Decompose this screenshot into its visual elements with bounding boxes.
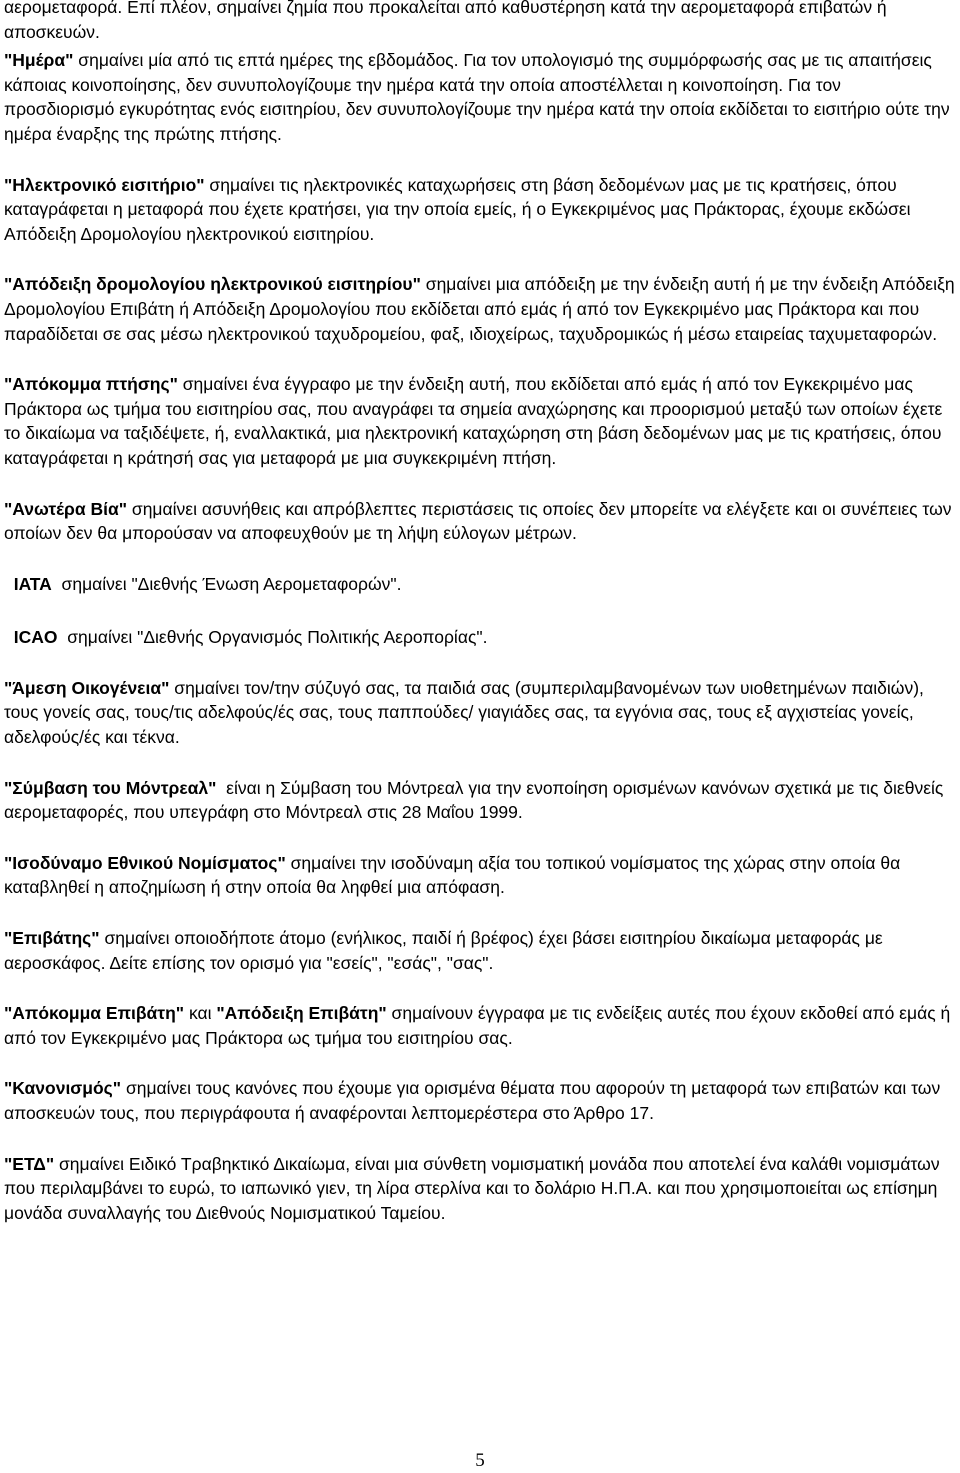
definition-text: σημαίνει ασυνήθεις και απρόβλεπτες περιστάσεις τις οποίες δεν μπορείτε να ελέγξετε και οι συνέπειες των οποίων δεν θα μπορούσαν να αποφευχθούν με τη λήψη εύλογων μέτρων.: [4, 498, 952, 544]
paragraph-text: αερομεταφορά. Επί πλέον, σημαίνει ζημία που προκαλείται από καθυστέρηση κατά την αερομεταφορά επιβατών ή αποσκευών.: [4, 0, 887, 42]
definition-term: "ΕΤΔ": [4, 1153, 55, 1174]
definition-montreal-convention: [4, 776, 956, 825]
definition-iata: [4, 572, 956, 597]
definition-term: ICAO: [4, 627, 58, 648]
definition-text: σημαίνουν έγγραφα με τις ενδείξεις αυτές που έχουν εκδοθεί από εμάς ή από τον Εγκεκριμένο μας Πράκτορα ως τμήμα του εισιτηρίου σας.: [4, 1003, 951, 1048]
definition-text: σημαίνει ένα έγγραφο με την ένδειξη αυτή, που εκδίδεται από εμάς ή από τον Εγκεκριμένο μας Πράκτορα ως τμήμα του εισιτηρίου σας, που αναγράφει τα σημεία αναχώρησης και προορισμού μεταξύ των οποίων έχετε το δικαίωμα να ταξιδέψετε, ή, εναλλακτικά, μια ηλεκτρονική καταχώρηση στη βάση δεδομένων μας με τις κρατήσεις, όπου καταγράφεται η κράτησή σας για μεταφορά με μια συγκεκριμένη πτήση.: [4, 374, 943, 468]
paragraph-continuation: [4, 0, 956, 44]
definition-immediate-family: [4, 676, 956, 750]
definition-text: είναι η Σύμβαση του Μόντρεαλ για την ενοποίηση ορισμένων κανόνων σχετικά με τις διεθνείς αερομεταφορές, που υπεγράφη στο Μόντρεαλ στις 28 Μαΐου 1999.: [4, 777, 949, 823]
definition-local-currency-equivalent: [4, 851, 956, 900]
definition-term: "Επιβάτης": [4, 928, 100, 949]
definition-day: [4, 48, 956, 146]
definition-flight-coupon: [4, 372, 956, 470]
definition-text: σημαίνει "Διεθνής Ένωση Αερομεταφορών".: [51, 573, 402, 594]
definition-term: "Απόκομμα Επιβάτη": [4, 1003, 185, 1024]
definition-passenger-coupon: [4, 1001, 956, 1050]
definition-text: σημαίνει την ισοδύναμη αξία του τοπικού νομίσματος της χώρας στην οποία θα καταβληθεί η αποζημίωση ή στην οποία θα ληφθεί μια απόφαση.: [4, 852, 901, 898]
definition-text: σημαίνει οποιοδήποτε άτομο (ενήλικος, παιδί ή βρέφος) έχει βάσει εισιτηρίου δικαίωμα μεταφοράς με αεροσκάφος. Δείτε επίσης τον ορισμό για "εσείς", "εσάς", "σας".: [4, 928, 883, 973]
document-body: [4, 0, 956, 1225]
definition-force-majeure: [4, 497, 956, 546]
definition-term: "Ανωτέρα Βία": [4, 498, 128, 519]
definition-term: "Κανονισμός": [4, 1078, 122, 1099]
definition-term: "Σύμβαση του Μόντρεαλ": [4, 777, 217, 798]
definition-term: ΙΑΤΑ: [4, 573, 52, 594]
definition-icao: [4, 625, 956, 650]
definition-term: "Ηλεκτρονικό εισιτήριο": [4, 174, 205, 195]
definition-text: σημαίνει μία από τις επτά ημέρες της εβδομάδος. Για τον υπολογισμό της συμμόρφωσής σας με τις απαιτήσεις κάποιας κοινοποίησης, δεν συνυπολογίζουμε την ημέρα κατά την οποία αποστέλλεται η κοινοποίηση. Για τον προσδιορισμό εγκυρότητας ενός εισιτηρίου, δεν συνυπολογίζουμε την ημέρα κατά την οποία εκδίδεται το εισιτήριο ούτε την ημέρα έναρξης της πρώτης πτήσης.: [4, 50, 950, 144]
definition-text: σημαίνει μια απόδειξη με την ένδειξη αυτή ή με την ένδειξη Απόδειξη Δρομολογίου Επιβάτη ή Απόδειξη Δρομολογίου που εκδίδεται από εμάς ή από τον Εγκεκριμένο μας Πράκτορα και που παραδίδεται σε σας μέσω ηλεκτρονικού ταχυδρομείου, φαξ, ιδιοχείρως, ταχυδρομικώς ή μέσω εταιρείας ταχυμεταφορών.: [4, 274, 955, 344]
definition-text: σημαίνει Ειδικό Τραβηκτικό Δικαίωμα, είναι μια σύνθετη νομισματική μονάδα που αποτελεί ένα καλάθι νομισμάτων που περιλαμβάνει το ευρώ, το ιαπωνικό γιεν, τη λίρα στερλίνα και το δολάριο Η.Π.Α. και που χρησιμοποιείται ως επίσημη μονάδα συναλλαγής του Διεθνούς Νομισματικού Ταμείου.: [4, 1153, 940, 1223]
definition-text: σημαίνει "Διεθνής Οργανισμός Πολιτικής Αεροπορίας".: [57, 627, 488, 648]
definition-regulation: [4, 1076, 956, 1125]
definition-term: "Ισοδύναμο Εθνικού Νομίσματος": [4, 852, 286, 873]
definition-term: "Άμεση Οικογένεια": [4, 677, 170, 698]
definition-term: "Απόκομμα πτήσης": [4, 374, 178, 395]
definition-text: σημαίνει τον/την σύζυγό σας, τα παιδιά σας (συμπεριλαμβανομένων των υιοθετημένων παιδιών), τους γονείς σας, τους/τις αδελφούς/ές σας, τους παππούδες/ γιαγιάδες σας, τα εγγόνια σας, τους εξ αγχιστείας γονείς, αδελφούς/ές και τέκνα.: [4, 677, 924, 748]
definition-term: "Ημέρα": [4, 50, 74, 71]
definition-term-secondary: "Απόδειξη Επιβάτη": [216, 1003, 387, 1024]
definition-text: σημαίνει τους κανόνες που έχουμε για ορισμένα θέματα που αφορούν τη μεταφορά των επιβατών και των αποσκευών τους, που περιγράφουτα ή αναφέρονται λεπτομερέστερα στο Άρθρο 17.: [4, 1078, 941, 1123]
definition-passenger: [4, 926, 956, 975]
definition-term: "Απόδειξη δρομολογίου ηλεκτρονικού εισιτηρίου": [4, 274, 421, 295]
definition-sdr: [4, 1152, 956, 1226]
page-number: 5: [475, 1450, 485, 1471]
definition-e-ticket: [4, 173, 956, 247]
definition-connector: και: [184, 1003, 217, 1024]
definition-itinerary-receipt: [4, 272, 956, 346]
definition-text: σημαίνει τις ηλεκτρονικές καταχωρήσεις στη βάση δεδομένων μας με τις κρατήσεις, όπου καταγράφεται η μεταφορά που έχετε κρατήσει, για την οποία εμείς, ή ο Εγκεκριμένος μας Πράκτορας, έχουμε εκδώσει Απόδειξη Δρομολογίου ηλεκτρονικού εισιτηρίου.: [4, 174, 911, 244]
